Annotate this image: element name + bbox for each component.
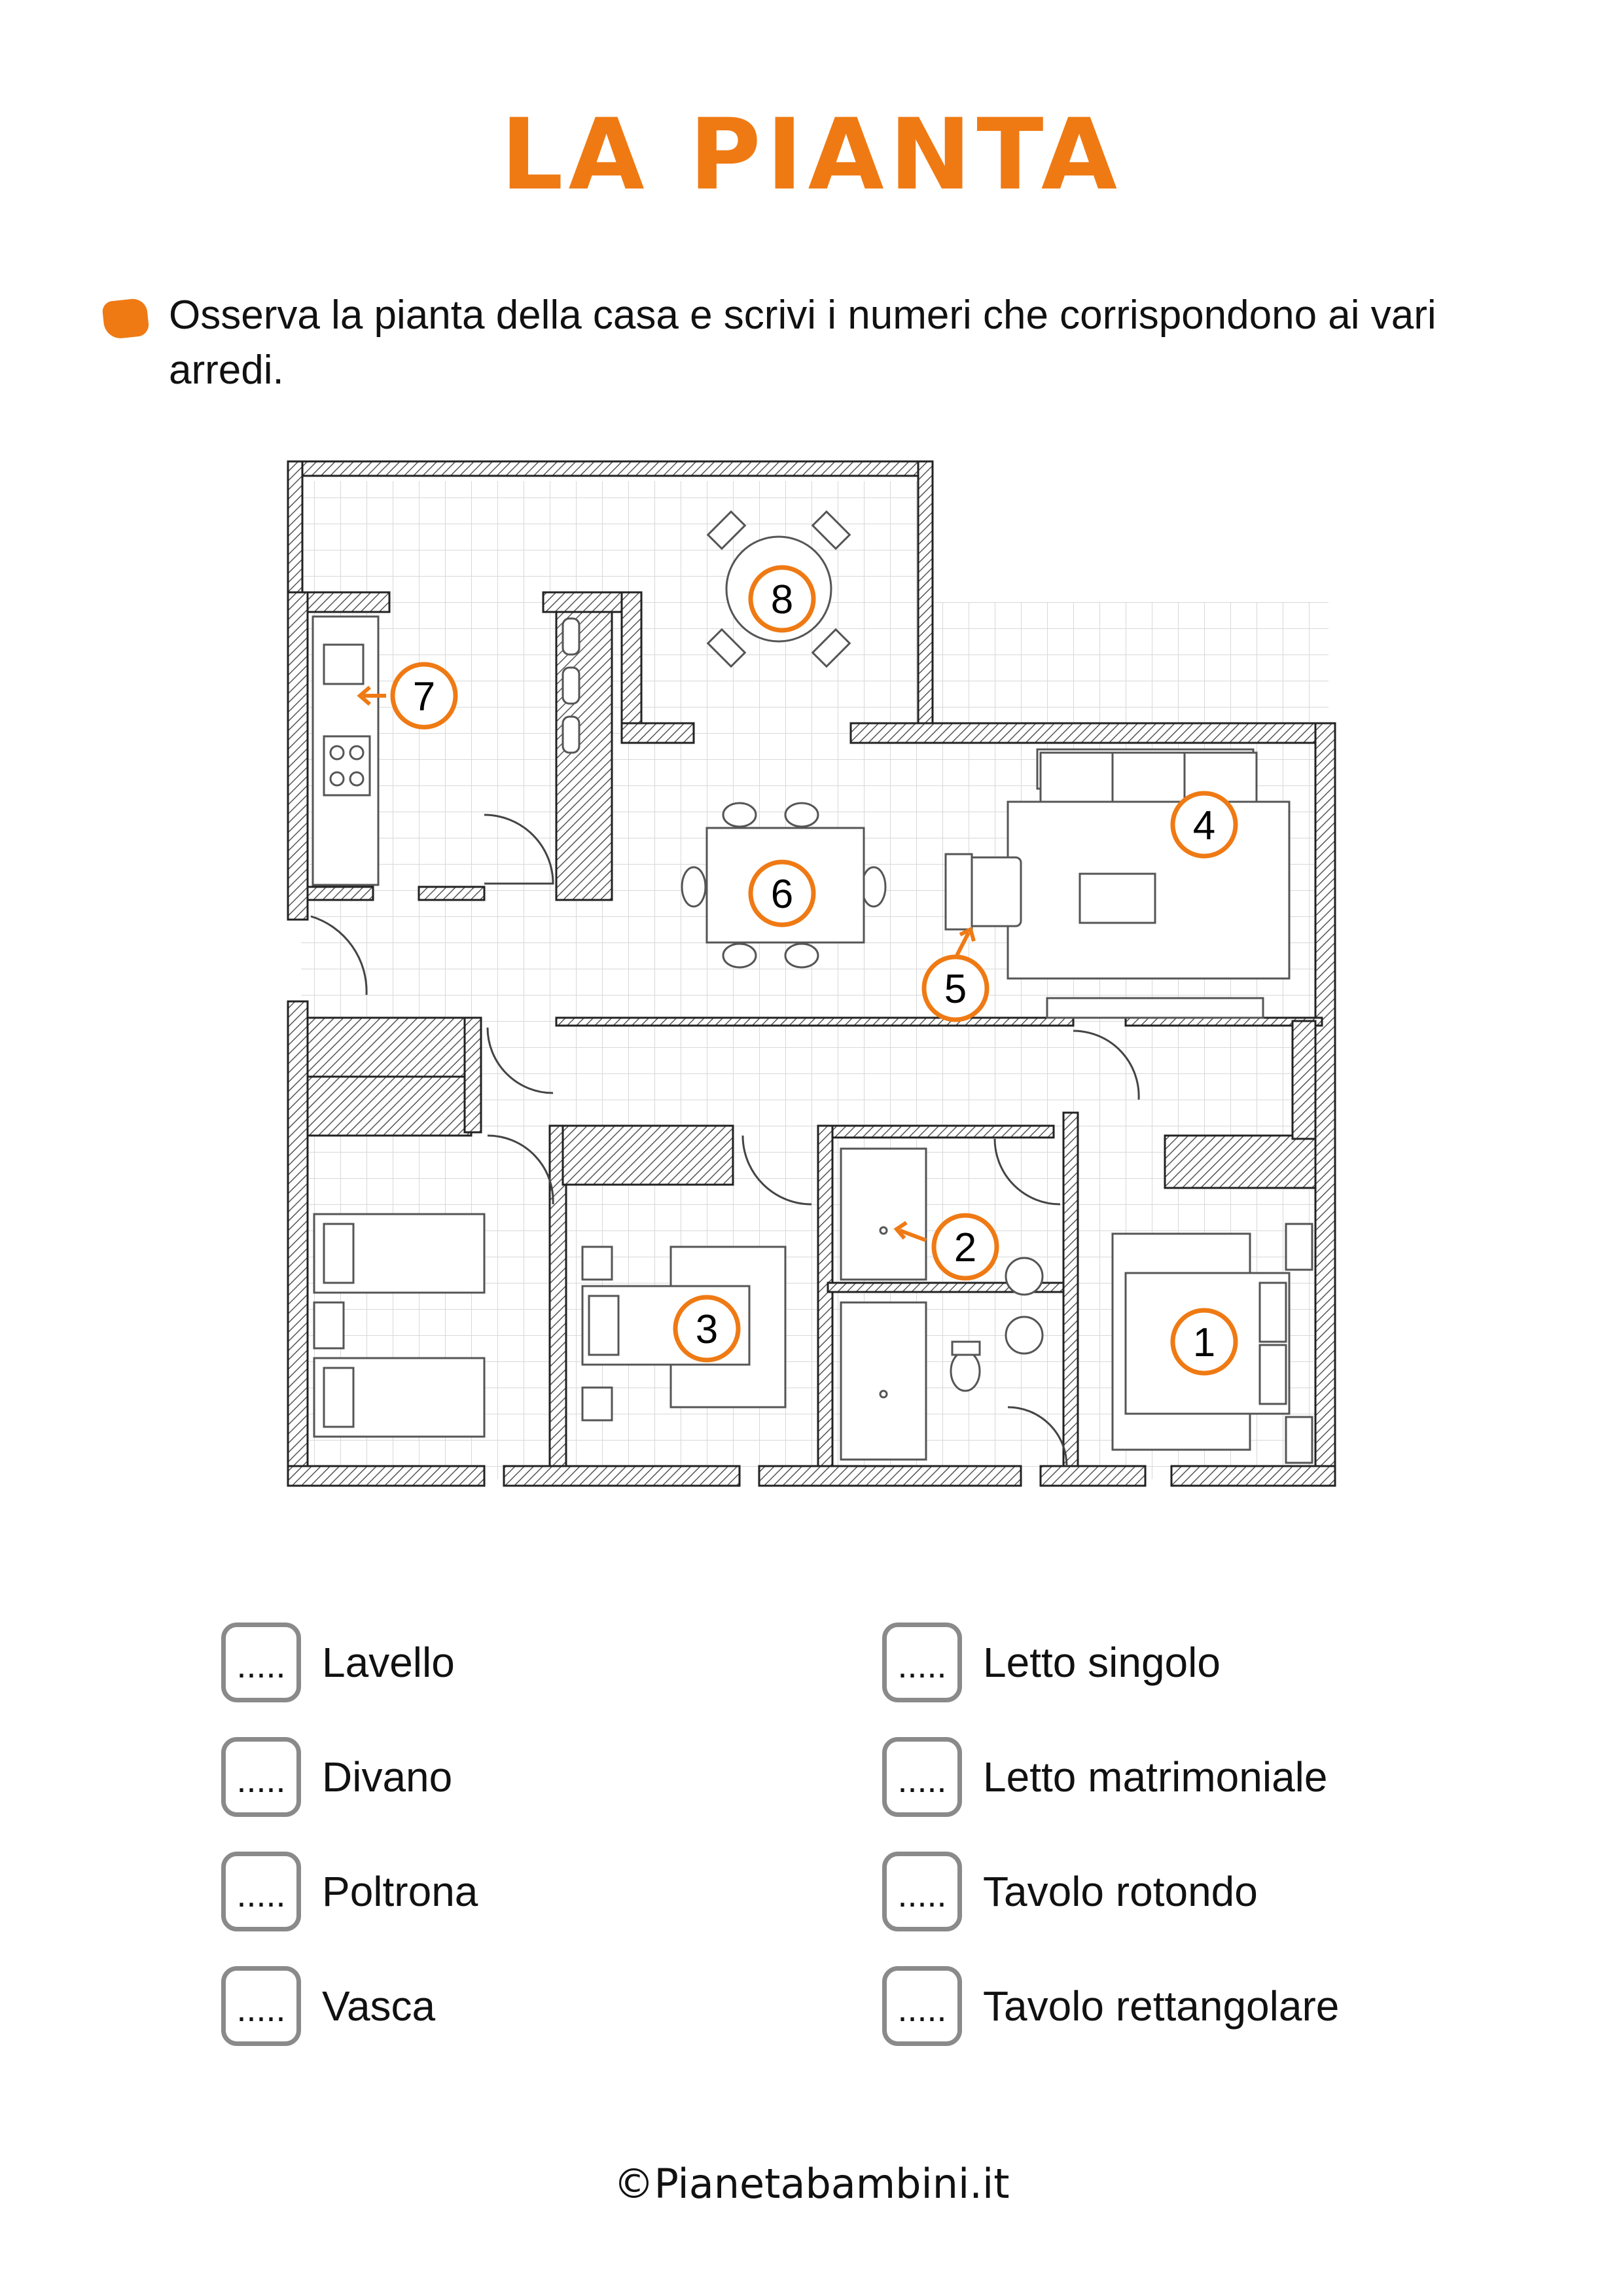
item-label: Lavello: [322, 1639, 455, 1686]
marker-5: [924, 957, 987, 1020]
marker-4: [1173, 793, 1236, 856]
answer-box[interactable]: .....: [221, 1623, 301, 1702]
marker-3: [675, 1297, 738, 1360]
svg-text:7: 7: [412, 674, 436, 719]
footer-credit: ©Pianetabambini.it: [613, 2160, 1010, 2208]
svg-text:8: 8: [770, 577, 794, 622]
marker-1: [1173, 1310, 1236, 1373]
answer-box[interactable]: .....: [882, 1966, 962, 2046]
answer-box[interactable]: .....: [882, 1737, 962, 1817]
answer-item-lavello: [221, 1620, 455, 1705]
item-label: Poltrona: [322, 1868, 478, 1915]
bullet-icon: [101, 298, 150, 340]
answer-item-tavolo-rotondo: [882, 1849, 1258, 1934]
svg-text:3: 3: [695, 1307, 719, 1352]
answer-box[interactable]: .....: [221, 1737, 301, 1817]
item-label: Letto singolo: [983, 1639, 1221, 1686]
instruction-text: Osserva la pianta della casa e scrivi i numeri che corrispondono ai vari arredi.: [169, 293, 1436, 393]
answer-item-divano: [221, 1734, 452, 1820]
answer-box[interactable]: .....: [882, 1852, 962, 1931]
answer-item-letto-singolo: [882, 1620, 1221, 1705]
answer-box[interactable]: .....: [221, 1852, 301, 1931]
answer-item-vasca: [221, 1964, 435, 2049]
marker-7: [393, 664, 455, 727]
item-label: Tavolo rettangolare: [983, 1982, 1340, 2030]
svg-text:6: 6: [770, 872, 794, 917]
item-label: Vasca: [322, 1982, 436, 2030]
marker-2: [934, 1215, 997, 1278]
floor-plan: [275, 452, 1355, 1499]
item-label: Letto matrimoniale: [983, 1753, 1328, 1801]
item-label: Tavolo rotondo: [983, 1868, 1258, 1915]
answer-box[interactable]: .....: [882, 1623, 962, 1702]
answer-box[interactable]: .....: [221, 1966, 301, 2046]
answer-item-poltrona: [221, 1849, 478, 1934]
marker-6: [751, 862, 813, 925]
answer-item-tavolo-rettangolare: [882, 1964, 1339, 2049]
marker-8: [751, 567, 813, 630]
item-label: Divano: [322, 1753, 453, 1801]
svg-text:2: 2: [954, 1225, 977, 1270]
page-title: LA PIANTA: [500, 98, 1123, 212]
svg-text:1: 1: [1192, 1320, 1216, 1365]
svg-text:4: 4: [1192, 803, 1216, 848]
answer-item-letto-matrimoniale: [882, 1734, 1327, 1820]
svg-text:5: 5: [944, 967, 967, 1012]
